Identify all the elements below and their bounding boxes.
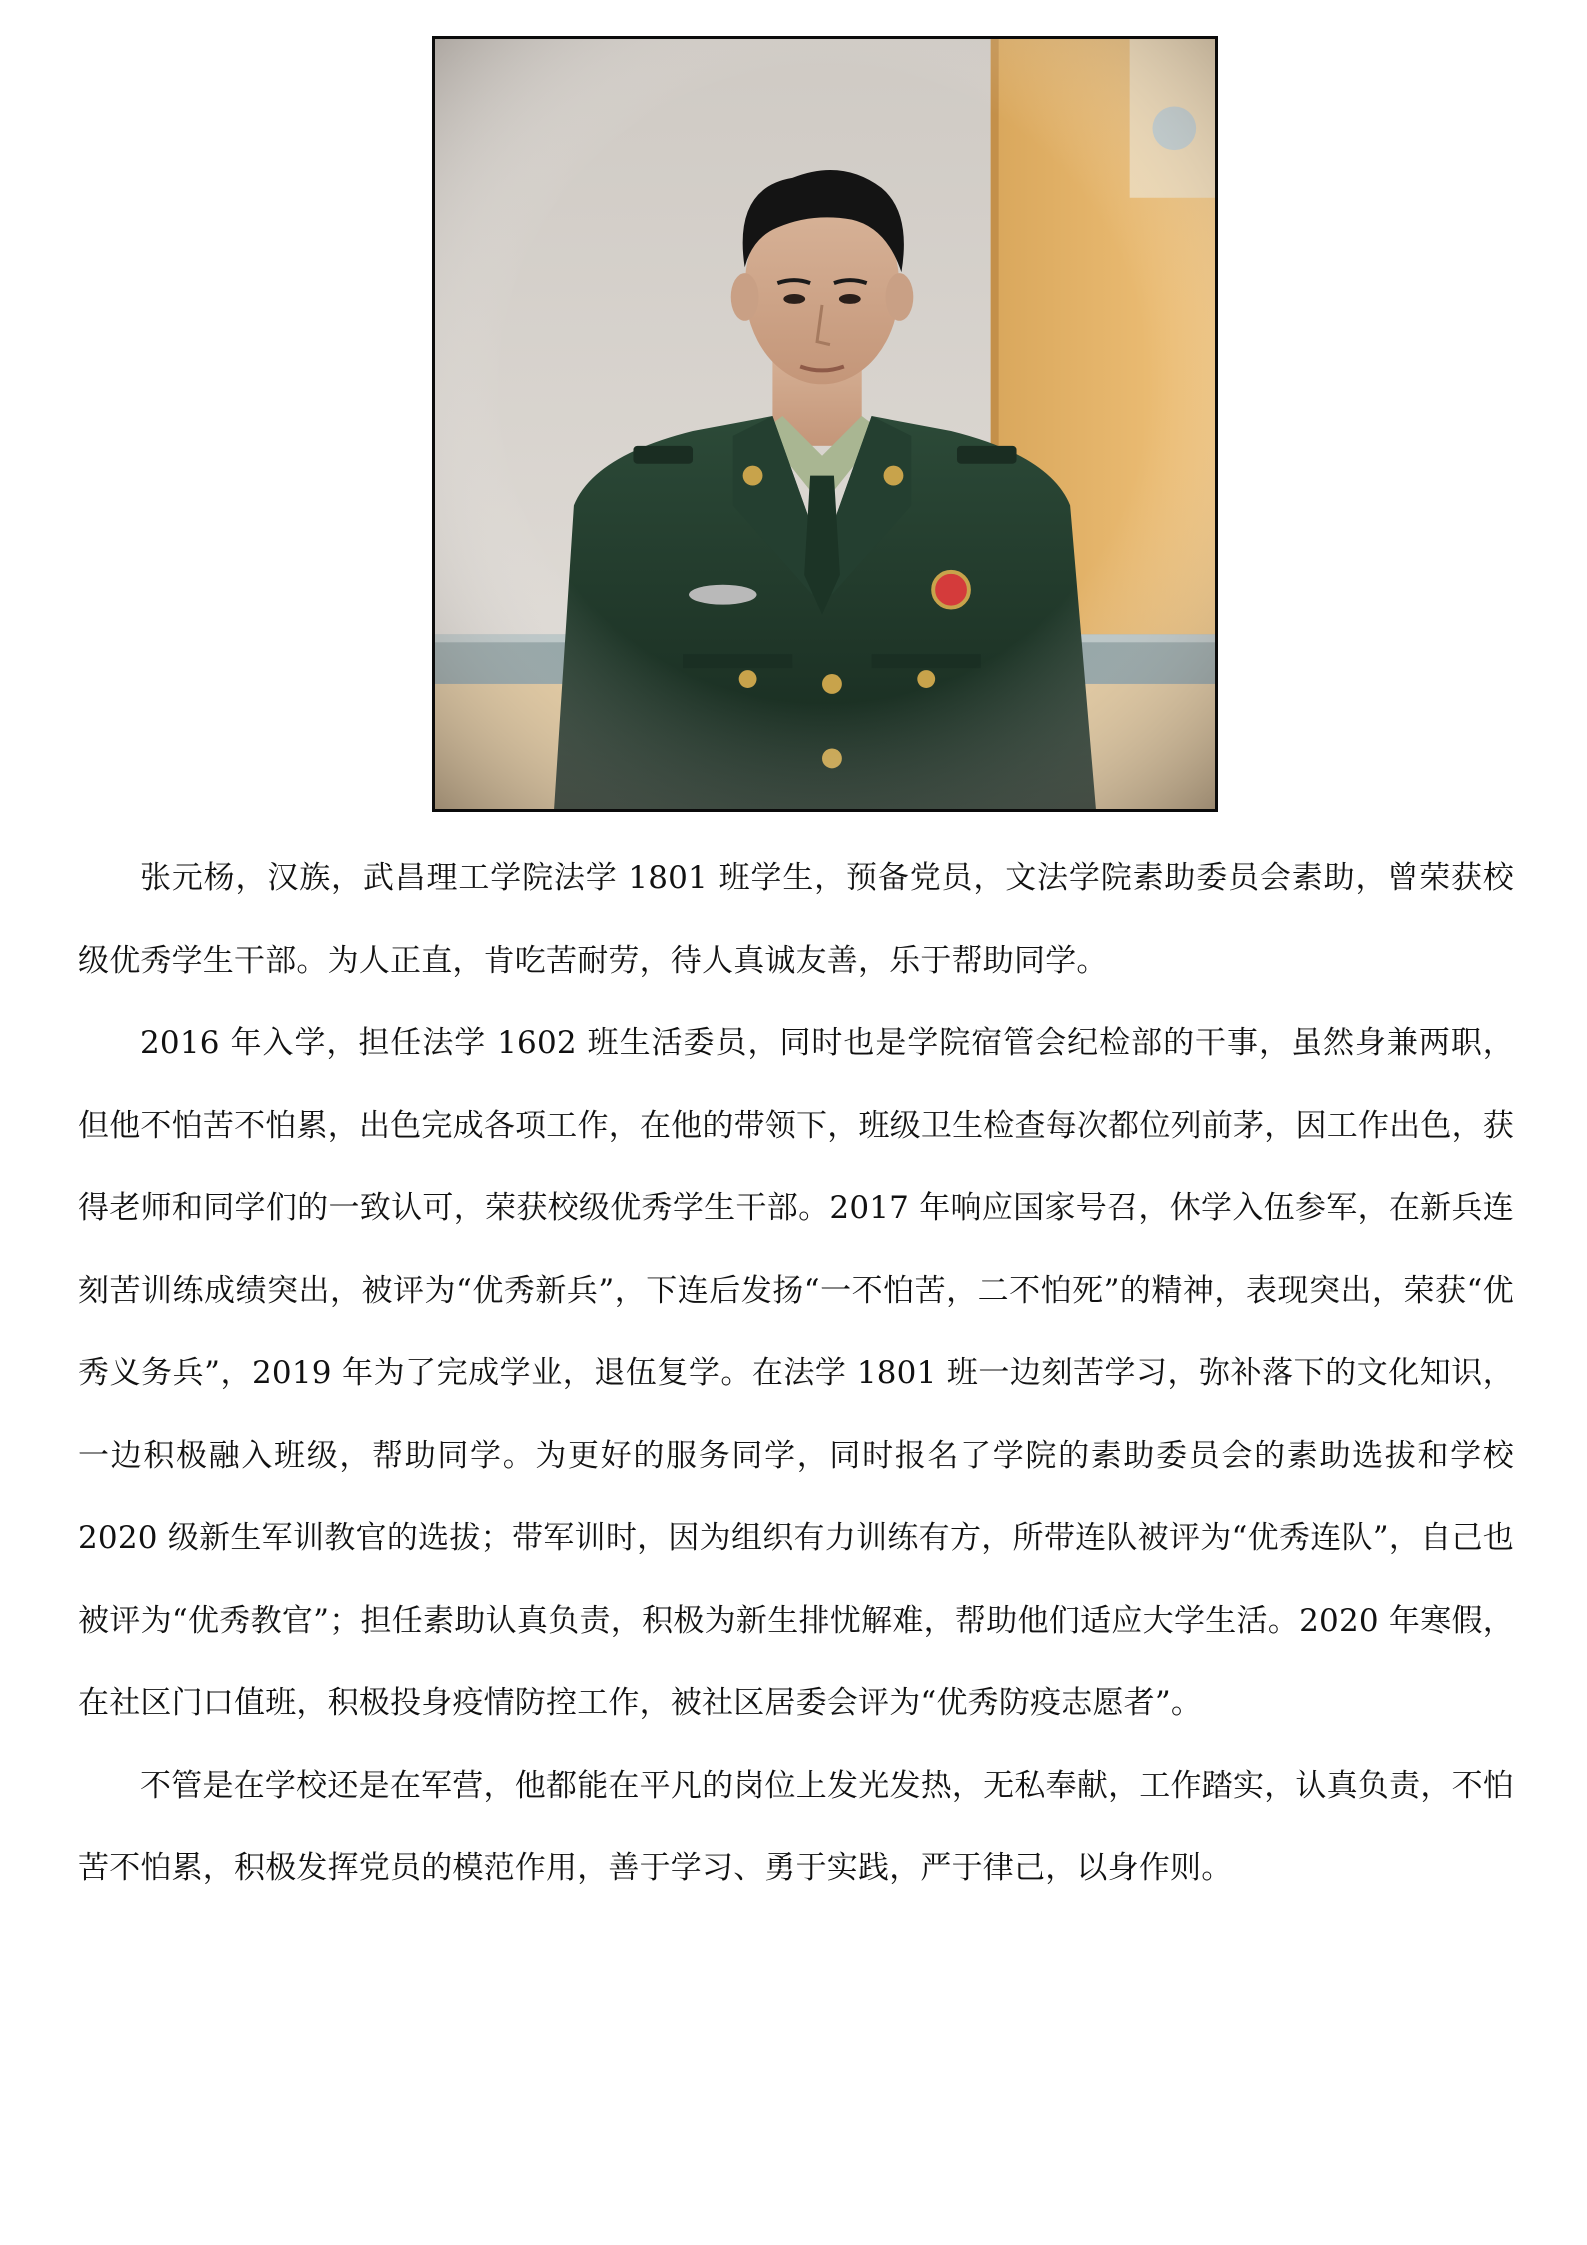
biography-article [78,837,1514,1910]
portrait-photo [432,36,1218,812]
paragraph-experience: 2016 年入学，担任法学 1602 班生活委员，同时也是学院宿管会纪检部的干事，虽然身兼两职，但他不怕苦不怕累，出色完成各项工作，在他的带领下，班级卫生检查每次都位列前茅，因工作出色，获得老师和同学们的一致认可，荣获校级优秀学生干部。2017 年响应国家号召，休学入伍参军，在新兵连刻苦训练成绩突出，被评为“优秀新兵”，下连后发扬“一不怕苦，二不怕死”的精神，表现突出，荣获“优秀义务兵”，2019 年为了完成学业，退伍复学。在法学 1801 班一边刻苦学习，弥补落下的文化知识，一边积极融入班级，帮助同学。为更好的服务同学，同时报名了学院的素助委员会的素助选拔和学校 2020 级新生军训教官的选拔；带军训时，因为组织有力训练有方，所带连队被评为“优秀连队”，自己也被评为“优秀教官”；担任素助认真负责，积极为新生排忧解难，帮助他们适应大学生活。2020 年寒假，在社区门口值班，积极投身疫情防控工作，被社区居委会评为“优秀防疫志愿者”。 [78,1025,1514,1721]
paragraph-summary: 不管是在学校还是在军营，他都能在平凡的岗位上发光发热，无私奉献，工作踏实，认真负责，不怕苦不怕累，积极发挥党员的模范作用，善于学习、勇于实践，严于律己，以身作则。 [78,1767,1514,1886]
portrait-illustration [435,39,1215,809]
paragraph-intro: 张元杨，汉族，武昌理工学院法学 1801 班学生，预备党员，文法学院素助委员会素助，曾荣获校级优秀学生干部。为人正直，肯吃苦耐劳，待人真诚友善，乐于帮助同学。 [78,860,1514,979]
